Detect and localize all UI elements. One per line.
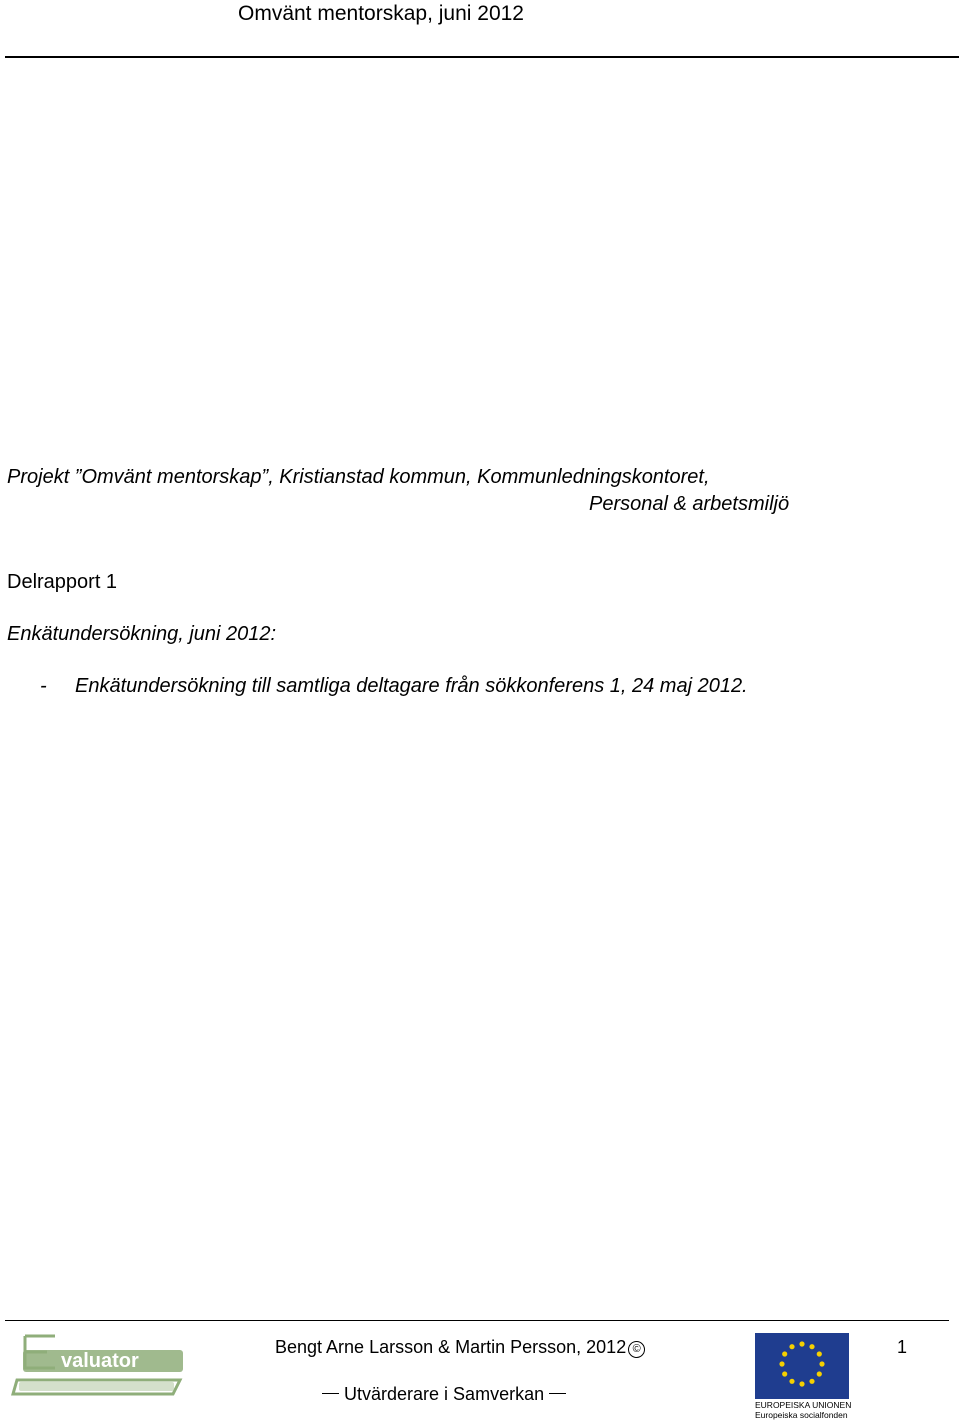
eu-logo: [752, 1330, 854, 1420]
page-number: 1: [897, 1337, 908, 1357]
header-divider: [5, 56, 959, 58]
footer-divider: [5, 1320, 949, 1321]
project-title-line-2: Personal & arbetsmiljö: [589, 493, 790, 515]
tagline-right-bar: [549, 1393, 566, 1394]
footer-tagline: [322, 1382, 566, 1406]
survey-title: Enkätundersökning, juni 2012:: [7, 623, 277, 645]
tagline-left-bar: [322, 1393, 339, 1394]
project-title: [7, 464, 947, 518]
footer-authors: [275, 1335, 645, 1359]
project-title-line-1: Projekt ”Omvänt mentorskap”, Kristianstad kommun, Kommunledningskontoret,: [7, 466, 710, 488]
svg-text:valuator: valuator: [61, 1350, 139, 1372]
bullet-text: Enkätundersökning till samtliga deltagare från sökkonferens 1, 24 maj 2012.: [75, 675, 748, 697]
eu-union-label: EUROPEISKA UNIONEN: [755, 1400, 852, 1410]
authors-text: Bengt Arne Larsson & Martin Persson, 2012: [275, 1337, 627, 1357]
eu-flag-icon: [755, 1333, 849, 1399]
bullet-list-item: [40, 673, 748, 699]
eu-fund-label: Europeiska socialfonden: [755, 1410, 848, 1420]
tagline-text: Utvärderare i Samverkan: [344, 1384, 545, 1404]
report-subtitle: Delrapport 1: [7, 571, 118, 593]
evaluator-logo: [5, 1330, 190, 1413]
copyright-icon: ©: [628, 1341, 645, 1358]
bullet-dash: -: [40, 675, 47, 697]
running-header-title: Omvänt mentorskap, juni 2012: [238, 2, 524, 25]
